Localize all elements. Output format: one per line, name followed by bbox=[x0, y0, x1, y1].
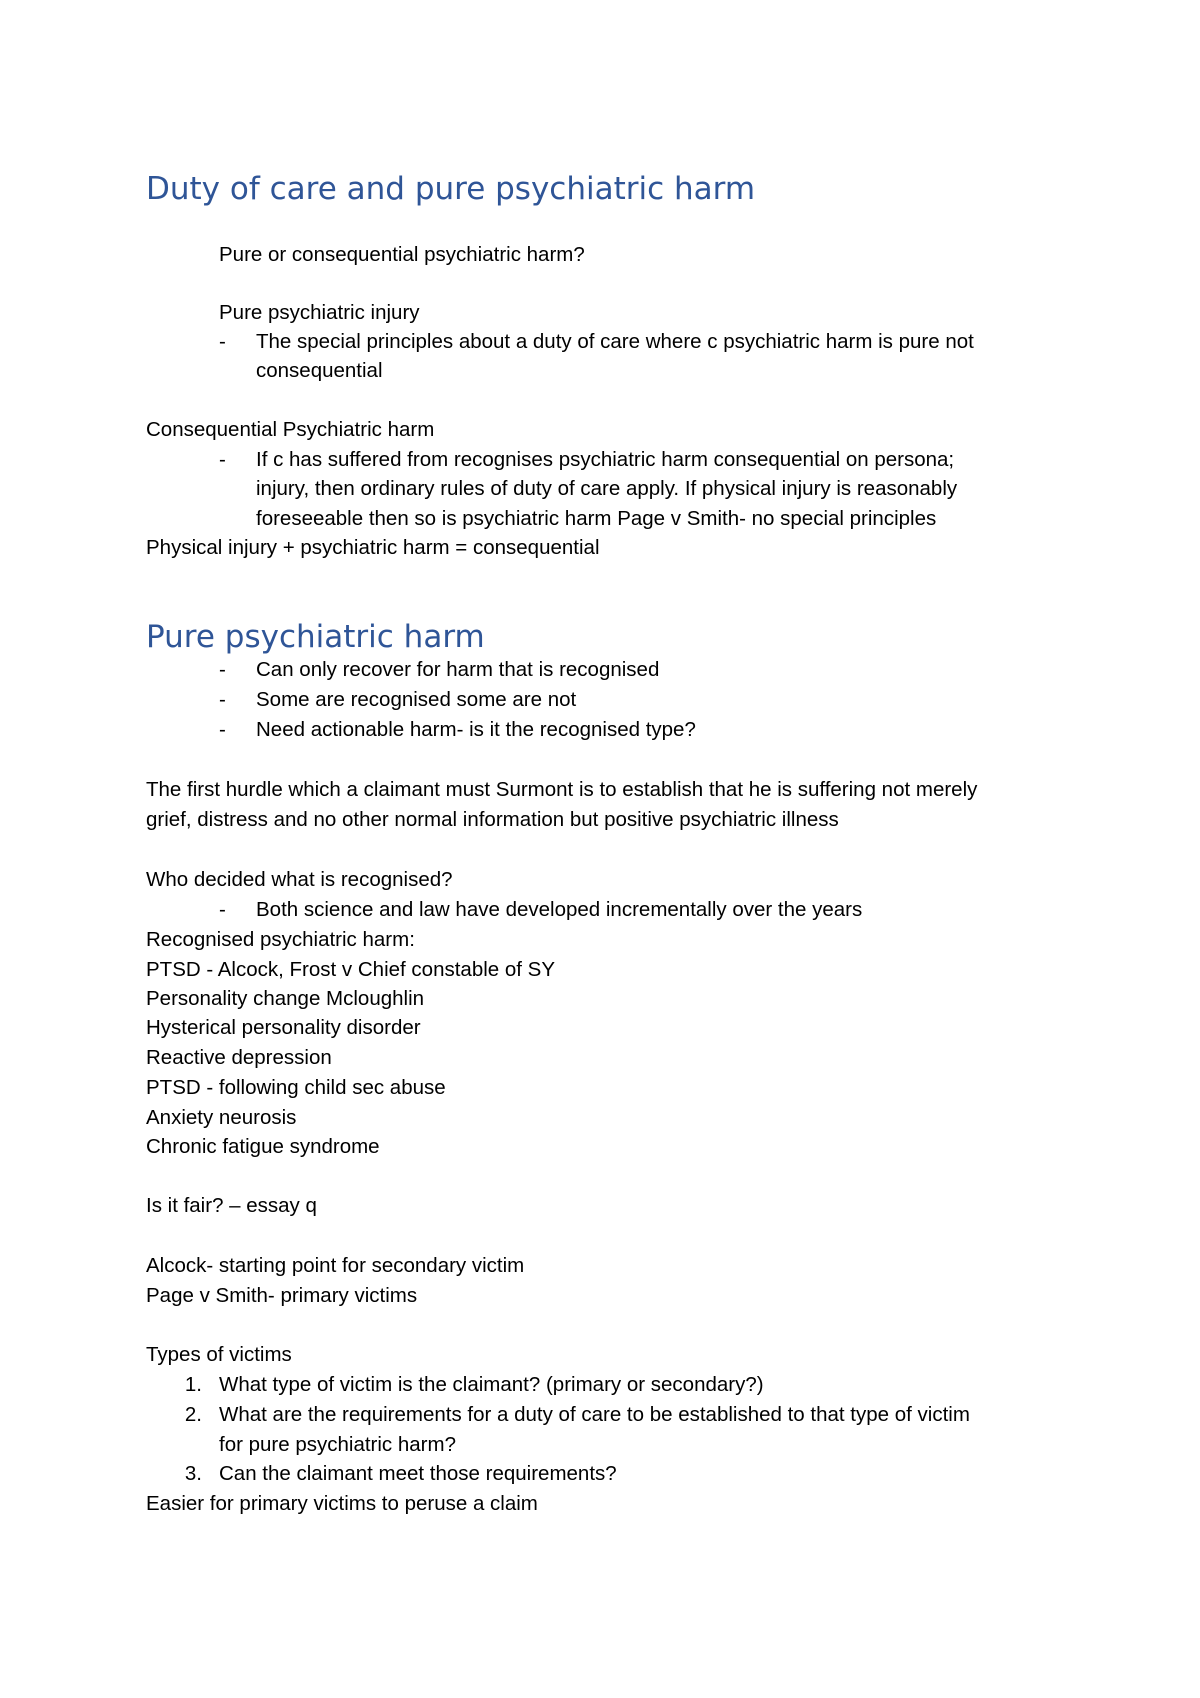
list-item: Reactive depression bbox=[146, 1046, 332, 1069]
formula-line: Physical injury + psychiatric harm = consequential bbox=[146, 536, 600, 559]
consequential-label: Consequential Psychiatric harm bbox=[146, 418, 435, 441]
pure-bullet-line-2: consequential bbox=[256, 359, 383, 382]
list-item: Can only recover for harm that is recognised bbox=[256, 658, 660, 681]
list-number: 3. bbox=[184, 1462, 202, 1485]
list-item: PTSD - Alcock, Frost v Chief constable of SY bbox=[146, 958, 556, 981]
consequential-bullet-line-3: foreseeable then so is psychiatric harm Page v Smith- no special principles bbox=[256, 507, 937, 530]
consequential-bullet-line-2: injury, then ordinary rules of duty of care apply. If physical injury is reasonably bbox=[256, 477, 958, 500]
list-item: Anxiety neurosis bbox=[146, 1106, 297, 1129]
page-v-smith-line: Page v Smith- primary victims bbox=[146, 1284, 418, 1307]
bullet-dash: - bbox=[219, 718, 226, 741]
types-item-3: Can the claimant meet those requirements? bbox=[219, 1462, 617, 1485]
list-item: Personality change Mcloughlin bbox=[146, 987, 425, 1010]
bullet-dash: - bbox=[219, 658, 226, 681]
paragraph-line-1: The first hurdle which a claimant must Surmont is to establish that he is suffering not merely bbox=[146, 778, 978, 801]
types-item-2-line-2: for pure psychiatric harm? bbox=[219, 1433, 456, 1456]
who-decided-line: Who decided what is recognised? bbox=[146, 868, 453, 891]
bullet-dash: - bbox=[219, 448, 226, 471]
recognised-label: Recognised psychiatric harm: bbox=[146, 928, 415, 951]
easier-line: Easier for primary victims to peruse a claim bbox=[146, 1492, 538, 1515]
types-item-1: What type of victim is the claimant? (primary or secondary?) bbox=[219, 1373, 764, 1396]
list-item: Hysterical personality disorder bbox=[146, 1016, 421, 1039]
heading-pure-psychiatric-harm: Pure psychiatric harm bbox=[146, 619, 485, 655]
list-item: Need actionable harm- is it the recognised type? bbox=[256, 718, 696, 741]
bullet-dash: - bbox=[219, 330, 226, 353]
question-line: Pure or consequential psychiatric harm? bbox=[219, 243, 585, 266]
list-number: 1. bbox=[184, 1373, 202, 1396]
list-number: 2. bbox=[184, 1403, 202, 1426]
paragraph-line-2: grief, distress and no other normal information but positive psychiatric illness bbox=[146, 808, 839, 831]
types-item-2-line-1: What are the requirements for a duty of care to be established to that type of victim bbox=[219, 1403, 970, 1426]
types-label: Types of victims bbox=[146, 1343, 292, 1366]
bullet-dash: - bbox=[219, 688, 226, 711]
heading-duty-of-care: Duty of care and pure psychiatric harm bbox=[146, 171, 756, 207]
who-bullet: Both science and law have developed incrementally over the years bbox=[256, 898, 863, 921]
pure-injury-label: Pure psychiatric injury bbox=[219, 301, 420, 324]
consequential-bullet-line-1: If c has suffered from recognises psychiatric harm consequential on persona; bbox=[256, 448, 955, 471]
alcock-line: Alcock- starting point for secondary victim bbox=[146, 1254, 525, 1277]
bullet-dash: - bbox=[219, 898, 226, 921]
list-item: Chronic fatigue syndrome bbox=[146, 1135, 380, 1158]
list-item: PTSD - following child sec abuse bbox=[146, 1076, 446, 1099]
list-item: Some are recognised some are not bbox=[256, 688, 577, 711]
fair-line: Is it fair? – essay q bbox=[146, 1194, 317, 1217]
pure-bullet-line-1: The special principles about a duty of care where c psychiatric harm is pure not bbox=[256, 330, 974, 353]
